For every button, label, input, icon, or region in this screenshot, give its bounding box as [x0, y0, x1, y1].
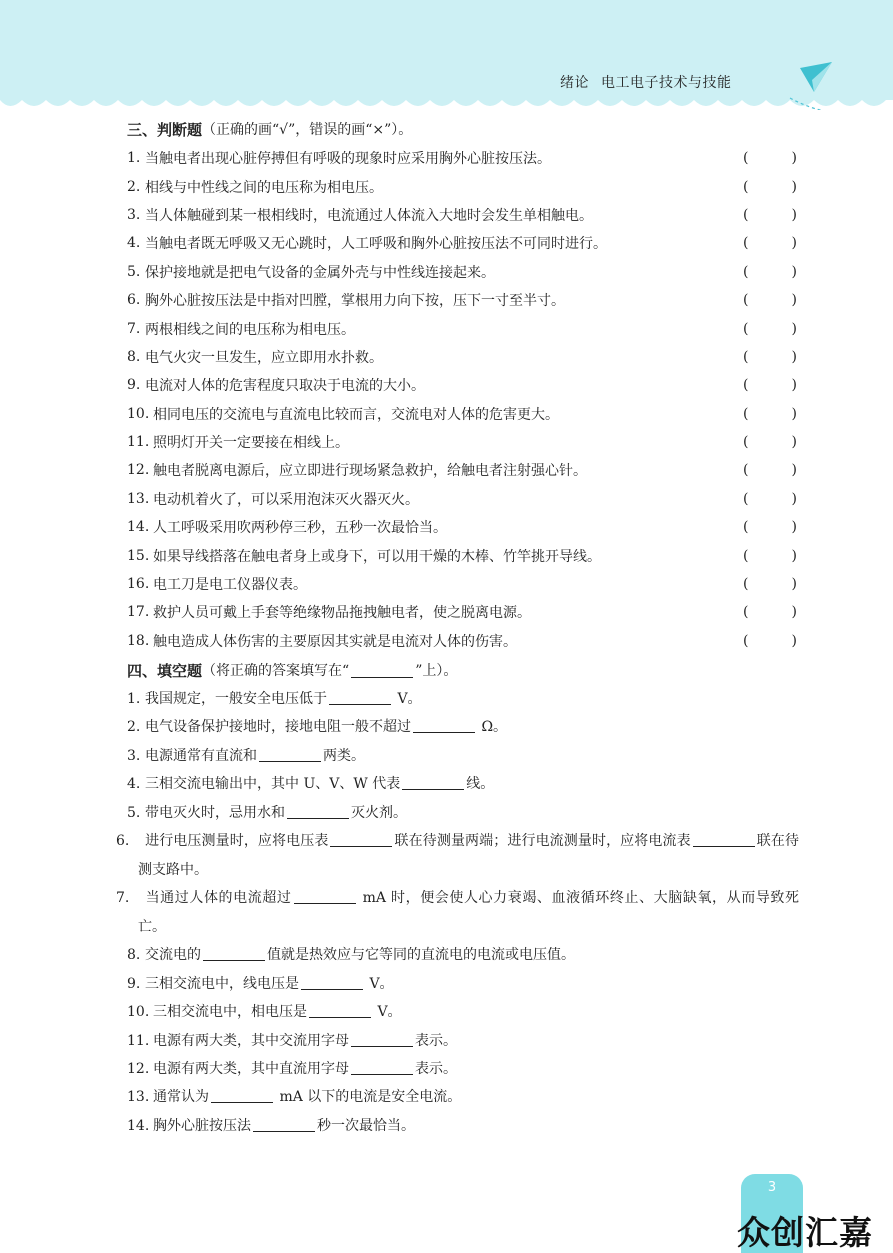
item-text: 照明灯开关一定要接在相线上。 — [153, 435, 349, 452]
answer-blank[interactable] — [253, 1118, 315, 1132]
paren-close: ) — [791, 519, 797, 536]
tf-instructions: （正确的画“√”，错误的画“×”）。 — [202, 122, 413, 138]
fb-item — [127, 685, 799, 713]
item-text-after: 秒一次最恰当。 — [317, 1117, 415, 1134]
paren-open: ( — [743, 235, 749, 252]
item-text: 相线与中性线之间的电压称为相电压。 — [145, 179, 383, 196]
answer-parentheses[interactable] — [743, 598, 797, 626]
paren-open: ( — [743, 405, 749, 422]
paren-close: ) — [791, 292, 797, 309]
item-number: 13. — [127, 1089, 150, 1106]
tf-item — [127, 485, 799, 513]
paren-open: ( — [743, 150, 749, 167]
paren-close: ) — [791, 206, 797, 223]
paren-close: ) — [791, 632, 797, 649]
fb-item — [127, 770, 799, 798]
item-text-before: 三相交流电中，相电压是 — [153, 1004, 307, 1021]
paren-open: ( — [743, 348, 749, 365]
item-number: 7. — [127, 320, 141, 337]
item-number: 3. — [127, 206, 141, 223]
tf-item — [127, 570, 799, 598]
item-text-after: V。 — [373, 1004, 402, 1021]
item-text: 触电者脱离电源后，应立即进行现场紧急救护，给触电者注射强心针。 — [153, 463, 587, 480]
item-number: 13. — [127, 490, 150, 507]
item-text: 保护接地就是把电气设备的金属外壳与中性线连接起来。 — [145, 264, 495, 281]
paren-close: ) — [791, 434, 797, 451]
answer-blank[interactable] — [309, 1004, 371, 1018]
fb-instructions-a: （将正确的答案填写在“ — [202, 663, 350, 680]
item-number: 10. — [127, 405, 150, 422]
item-number: 17. — [127, 604, 150, 621]
paren-open: ( — [743, 604, 749, 621]
item-text-after: 线。 — [466, 776, 495, 793]
answer-blank[interactable] — [294, 890, 356, 904]
tf-list — [127, 144, 799, 655]
tf-item — [127, 400, 799, 428]
paren-open: ( — [743, 462, 749, 479]
item-number: 7. — [116, 890, 130, 907]
item-number: 1. — [127, 150, 141, 167]
item-text-after: Ω。 — [477, 719, 508, 736]
answer-parentheses[interactable] — [743, 229, 797, 257]
paren-close: ) — [791, 462, 797, 479]
header-title: 电工电子技术与技能 — [601, 75, 732, 91]
item-text: 如果导线搭落在触电者身上或身下，可以用干燥的木棒、竹竿挑开导线。 — [153, 548, 601, 565]
item-number: 5. — [127, 804, 141, 821]
item-text-before: 通常认为 — [153, 1089, 209, 1106]
item-number: 8. — [127, 947, 141, 964]
item-text-after: mA 时，便会使人心力衰竭、血液循环终止、大脑缺氧，从而导致死亡。 — [138, 890, 800, 935]
item-text: 触电造成人体伤害的主要原因其实就是电流对人体的伤害。 — [153, 633, 517, 650]
answer-parentheses[interactable] — [743, 428, 797, 456]
fb-section-title — [127, 657, 799, 685]
tf-item — [127, 286, 799, 314]
fb-item — [127, 713, 799, 741]
paren-close: ) — [791, 490, 797, 507]
item-text-before: 电源有两大类，其中交流用字母 — [153, 1032, 349, 1049]
answer-blank[interactable] — [203, 947, 265, 961]
paren-open: ( — [743, 490, 749, 507]
item-text-before: 电源通常有直流和 — [145, 747, 257, 764]
item-text-after: 灭火剂。 — [351, 804, 407, 821]
answer-parentheses[interactable] — [743, 258, 797, 286]
item-text: 胸外心脏按压法是中指对凹膛，掌根用力向下按，压下一寸至半寸。 — [145, 293, 565, 310]
answer-parentheses[interactable] — [743, 144, 797, 172]
tf-item — [127, 144, 799, 172]
paren-open: ( — [743, 377, 749, 394]
item-number: 12. — [127, 462, 150, 479]
paren-open: ( — [743, 434, 749, 451]
answer-parentheses[interactable] — [743, 201, 797, 229]
item-text-before: 电气设备保护接地时，接地电阻一般不超过 — [145, 719, 411, 736]
fb-item — [127, 742, 799, 770]
paren-close: ) — [791, 576, 797, 593]
tf-item — [127, 258, 799, 286]
paren-close: ) — [791, 405, 797, 422]
answer-parentheses[interactable] — [743, 314, 797, 342]
paren-open: ( — [743, 263, 749, 280]
fb-item — [116, 884, 800, 941]
answer-blank[interactable] — [287, 805, 349, 819]
item-number: 6. — [116, 833, 130, 850]
header-chapter: 绪论 — [560, 75, 589, 91]
watermark-logo: 众创汇嘉 — [737, 1213, 873, 1252]
item-text: 电流对人体的危害程度只取决于电流的大小。 — [145, 378, 425, 395]
item-text: 电气火灾一旦发生，应立即用水扑救。 — [145, 349, 383, 366]
item-text-before: 电源有两大类，其中直流用字母 — [153, 1061, 349, 1078]
item-number: 14. — [127, 519, 150, 536]
item-text-after: 表示。 — [415, 1061, 457, 1078]
paren-close: ) — [791, 178, 797, 195]
tf-item — [127, 201, 799, 229]
fb-heading: 四、填空题 — [127, 662, 203, 681]
tf-item — [127, 541, 799, 569]
item-number: 9. — [127, 975, 141, 992]
page-content — [116, 116, 800, 1140]
item-text-after: 联在待测量两端；进行电流测量时，应将电流表 — [394, 833, 691, 850]
fb-item — [127, 1083, 799, 1111]
answer-parentheses[interactable] — [743, 541, 797, 569]
paren-open: ( — [743, 576, 749, 593]
item-text-after: V。 — [365, 975, 394, 992]
item-text-end: 联在待测支路中。 — [138, 833, 800, 878]
tf-item — [127, 428, 799, 456]
answer-parentheses[interactable] — [743, 570, 797, 598]
fb-item — [127, 941, 799, 969]
paren-open: ( — [743, 178, 749, 195]
paren-close: ) — [791, 604, 797, 621]
answer-blank[interactable] — [693, 833, 755, 847]
fb-item — [127, 799, 799, 827]
answer-parentheses[interactable] — [743, 627, 797, 655]
answer-blank[interactable] — [259, 748, 321, 762]
answer-blank[interactable] — [301, 976, 363, 990]
paren-close: ) — [791, 320, 797, 337]
item-text: 当触电者出现心脏停搏但有呼吸的现象时应采用胸外心脏按压法。 — [145, 151, 551, 168]
paren-open: ( — [743, 206, 749, 223]
item-text-before: 胸外心脏按压法 — [153, 1117, 251, 1134]
item-number: 2. — [127, 719, 141, 736]
item-text: 救护人员可戴上手套等绝缘物品拖拽触电者，使之脱离电源。 — [153, 605, 531, 622]
paren-close: ) — [791, 348, 797, 365]
item-number: 16. — [127, 576, 150, 593]
paren-open: ( — [743, 519, 749, 536]
answer-parentheses[interactable] — [743, 513, 797, 541]
item-number: 11. — [127, 434, 150, 451]
fb-instructions-b: ”上）。 — [415, 663, 458, 680]
item-text-before: 我国规定，一般安全电压低于 — [145, 691, 327, 708]
item-text-before: 三相交流电输出中，其中 U、V、W 代表 — [145, 776, 401, 793]
paren-close: ) — [791, 235, 797, 252]
item-text: 当人体触碰到某一根相线时，电流通过人体流入大地时会发生单相触电。 — [145, 207, 593, 224]
item-text-after: 两类。 — [323, 747, 365, 764]
paren-open: ( — [743, 632, 749, 649]
item-number: 14. — [127, 1117, 150, 1134]
tf-item — [127, 456, 799, 484]
item-text: 人工呼吸采用吹两秒停三秒，五秒一次最恰当。 — [153, 520, 447, 537]
item-text: 两根相线之间的电压称为相电压。 — [145, 321, 355, 338]
item-number: 12. — [127, 1061, 150, 1078]
answer-parentheses[interactable] — [743, 371, 797, 399]
paren-close: ) — [791, 263, 797, 280]
item-text: 当触电者既无呼吸又无心跳时，人工呼吸和胸外心脏按压法不可同时进行。 — [145, 236, 607, 253]
tf-item — [127, 314, 799, 342]
item-number: 8. — [127, 348, 141, 365]
paren-close: ) — [791, 150, 797, 167]
tf-item — [127, 172, 799, 200]
item-text-after: 值就是热效应与它等同的直流电的电流或电压值。 — [267, 947, 575, 964]
fb-item — [127, 1027, 799, 1055]
paren-open: ( — [743, 292, 749, 309]
paren-open: ( — [743, 547, 749, 564]
tf-item — [127, 371, 799, 399]
item-text: 相同电压的交流电与直流电比较而言，交流电对人体的危害更大。 — [153, 406, 559, 423]
answer-blank[interactable] — [413, 719, 475, 733]
item-number: 1. — [127, 691, 141, 708]
item-text: 电动机着火了，可以采用泡沫灭火器灭火。 — [153, 491, 419, 508]
answer-parentheses[interactable] — [743, 172, 797, 200]
paren-close: ) — [791, 377, 797, 394]
paren-open: ( — [743, 320, 749, 337]
answer-parentheses[interactable] — [743, 485, 797, 513]
page-number: 3 — [767, 1180, 777, 1195]
answer-blank[interactable] — [211, 1089, 273, 1103]
item-number: 5. — [127, 263, 141, 280]
fb-item — [116, 827, 800, 884]
item-text-before: 进行电压测量时，应将电压表 — [145, 833, 329, 850]
answer-blank[interactable] — [329, 691, 391, 705]
item-number: 6. — [127, 292, 141, 309]
tf-item — [127, 343, 799, 371]
item-number: 15. — [127, 547, 150, 564]
fb-item — [127, 970, 799, 998]
item-number: 10. — [127, 1004, 150, 1021]
item-text-before: 三相交流电中，线电压是 — [145, 975, 299, 992]
item-text: 电工刀是电工仪器仪表。 — [153, 577, 307, 594]
item-number: 18. — [127, 632, 150, 649]
item-number: 4. — [127, 776, 141, 793]
item-text-after: V。 — [393, 691, 422, 708]
item-number: 9. — [127, 377, 141, 394]
item-text-after: mA 以下的电流是安全电流。 — [275, 1089, 462, 1106]
answer-parentheses[interactable] — [743, 456, 797, 484]
item-text-before: 当通过人体的电流超过 — [145, 890, 292, 907]
item-number: 4. — [127, 235, 141, 252]
paper-plane-icon — [796, 58, 836, 98]
wave-decoration — [0, 0, 893, 110]
fb-item — [127, 1112, 799, 1140]
answer-blank[interactable] — [351, 1033, 413, 1047]
tf-item — [127, 598, 799, 626]
answer-blank[interactable] — [402, 776, 464, 790]
item-number: 3. — [127, 747, 141, 764]
answer-blank[interactable] — [351, 1061, 413, 1075]
tf-item — [127, 229, 799, 257]
item-text-before: 交流电的 — [145, 947, 201, 964]
answer-parentheses[interactable] — [743, 286, 797, 314]
answer-parentheses[interactable] — [743, 343, 797, 371]
answer-parentheses[interactable] — [743, 400, 797, 428]
tf-section-title — [127, 116, 799, 144]
running-header — [560, 72, 790, 92]
tf-heading: 三、判断题 — [127, 121, 203, 139]
item-number: 11. — [127, 1032, 150, 1049]
item-text-after: 表示。 — [415, 1032, 457, 1049]
item-text-before: 带电灭火时，忌用水和 — [145, 804, 285, 821]
tf-item — [127, 627, 799, 655]
blank-line — [351, 664, 413, 678]
fb-item — [127, 1055, 799, 1083]
fb-list — [116, 685, 800, 1140]
item-number: 2. — [127, 178, 141, 195]
paren-close: ) — [791, 547, 797, 564]
answer-blank[interactable] — [330, 833, 392, 847]
tf-item — [127, 513, 799, 541]
fb-item — [127, 998, 799, 1026]
